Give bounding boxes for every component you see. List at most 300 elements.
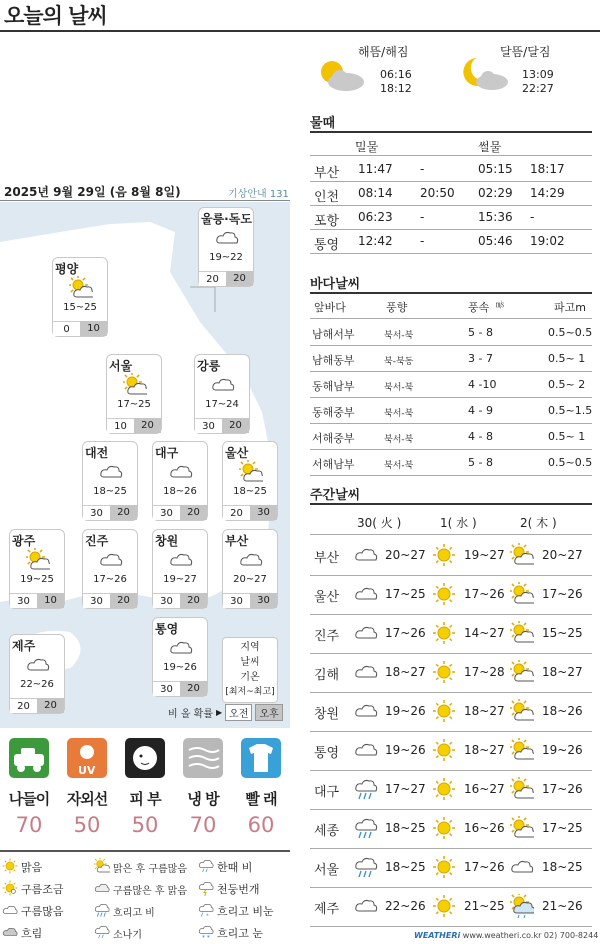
rain-am: 30: [195, 418, 222, 433]
weekly-temp: 17~25: [542, 821, 583, 835]
legend-item: [2, 880, 94, 899]
legend-row: [2, 878, 292, 900]
city-name: 광주: [12, 534, 36, 548]
city-name: 창원: [155, 534, 179, 548]
partly-cloudy-icon: [510, 816, 534, 844]
sunny-icon: [432, 660, 456, 688]
weekly-temp: 17~26: [464, 587, 505, 601]
sunny-icon: [432, 894, 456, 922]
partly-cloudy-icon: [510, 699, 534, 727]
weekly-city: 부산: [314, 551, 340, 566]
cloudy-icon: [99, 548, 123, 576]
shower-icon: [198, 858, 214, 877]
tide-time: 12:42: [358, 234, 393, 248]
rain-pm: 20: [110, 593, 137, 608]
moon-cloud-icon: [460, 54, 510, 98]
life-indices: [0, 738, 290, 837]
cloudy-icon: [354, 660, 378, 688]
rain-am: 20: [10, 698, 37, 713]
weekly-temp: 19~26: [542, 743, 583, 757]
weekly-temp: 16~26: [464, 821, 505, 835]
city-card: [198, 207, 254, 287]
partly-cloudy-icon: [26, 548, 50, 576]
index-label: 자외선: [66, 790, 108, 808]
weekly-temp: 21~26: [542, 899, 583, 913]
rain-probability-legend: [168, 704, 283, 721]
weekly-row-rule: [310, 653, 592, 654]
rain-pm: 20: [110, 505, 137, 520]
weekly-temp: 20~27: [542, 548, 583, 562]
sea-area: 동해중부: [312, 406, 355, 419]
cloudy-icon: [211, 373, 235, 401]
tide-row-rule: [310, 253, 592, 254]
legend-range: [최저~최고]: [225, 687, 275, 697]
weekly-city: 울산: [314, 590, 340, 605]
life-index: [174, 738, 232, 837]
city-name: 강릉: [197, 359, 221, 373]
index-value: 60: [247, 813, 275, 837]
tide-city: 인천: [314, 190, 340, 205]
legend-row: [2, 900, 292, 922]
weekly-temp: 15~25: [542, 626, 583, 640]
sunny-icon: [432, 816, 456, 844]
city-name: 부산: [225, 534, 249, 548]
weekly-temp: 14~27: [464, 626, 505, 640]
index-label: 피 부: [129, 790, 161, 808]
partly-cloudy-icon: [239, 460, 263, 488]
legend-text: 한때 비: [217, 861, 253, 874]
legend-item: [2, 858, 94, 877]
sea-wind-dir: 북서-북: [384, 461, 414, 471]
city-rain-prob: [223, 593, 277, 608]
rain-am: 30: [10, 593, 37, 608]
sun-cloud-icon: [316, 56, 366, 98]
legend-text: 흐리고 비: [113, 907, 155, 919]
cloudy-icon: [239, 548, 263, 576]
sea-area: 서해중부: [312, 432, 355, 445]
cloudy-icon: [169, 548, 193, 576]
weekly-city: 대구: [314, 785, 340, 800]
wind-icon: [183, 738, 223, 778]
weekly-temp: 17~27: [385, 782, 426, 796]
weekly-city: 김해: [314, 668, 340, 683]
rain-pm: 10: [37, 593, 64, 608]
sea-wind-speed: 4 - 9: [468, 404, 493, 417]
weekly-temp: 19~27: [464, 548, 505, 562]
index-value: 70: [15, 813, 43, 837]
sea-wind-dir: 북-북동: [384, 357, 414, 367]
sea-wind-speed: 3 - 7: [468, 352, 493, 365]
weekly-day-2: 1( 水 ): [440, 516, 477, 530]
weather-icon-legend: [2, 856, 292, 944]
cloudy-icon: [2, 902, 18, 921]
weekly-title: 주간날씨: [310, 488, 361, 503]
svg-text:* *: * *: [202, 933, 210, 940]
map-legend-box: [222, 637, 278, 703]
legend-item: [94, 902, 198, 921]
weekly-row-rule: [310, 848, 592, 849]
weekly-row-rule: [310, 926, 592, 927]
city-temp: 17~26: [93, 574, 127, 585]
sea-header-wave: 파고m: [554, 301, 586, 314]
thunder-icon: [198, 880, 214, 899]
tide-time: 08:14: [358, 186, 393, 200]
sea-wind-dir: 북서-북: [384, 331, 414, 341]
svg-text:*: *: [206, 912, 209, 918]
rain-icon: [354, 855, 378, 883]
sea-row-rule: [310, 397, 592, 398]
cloudy-icon: [215, 226, 239, 254]
index-label: 냉 방: [187, 790, 219, 808]
uv-icon: [67, 738, 107, 778]
rain-prob-pm: 오후: [255, 704, 282, 721]
sea-header-wind-speed: 풍속: [468, 301, 490, 314]
city-rain-prob: [153, 681, 207, 696]
partly-cloudy-rain-icon: [510, 894, 534, 922]
tide-time: 02:29: [478, 186, 513, 200]
legend-region: 지역: [240, 642, 260, 653]
weekly-temp: 18~27: [385, 665, 426, 679]
weekly-day-1: 30( 火 ): [357, 516, 402, 530]
tide-time: -: [420, 234, 425, 248]
rain-am: 0: [53, 321, 80, 336]
legend-item: [94, 880, 198, 899]
rain-pm: 30: [250, 505, 277, 520]
sea-wind-speed: 5 - 8: [468, 326, 493, 339]
weekly-row-rule: [310, 770, 592, 771]
legend-item: [2, 924, 94, 943]
date-divider: [0, 200, 290, 201]
rain-prob-label: 비 올 확률: [168, 709, 213, 720]
footer-contact: www.weatheri.co.kr 02) 700-8244: [462, 931, 599, 940]
legend-temp: 기온: [240, 672, 260, 683]
city-name: 대구: [155, 446, 179, 460]
sea-area: 동해남부: [312, 380, 355, 393]
tide-time: 05:15: [478, 162, 513, 176]
partly-cloudy-icon: [510, 543, 534, 571]
city-rain-prob: [10, 698, 64, 713]
partly-cloudy-icon: [94, 858, 110, 877]
tide-time: 05:46: [478, 234, 513, 248]
city-name: 대전: [85, 446, 109, 460]
city-name: 서울: [109, 359, 133, 373]
sunrise-time: 06:16: [380, 68, 412, 81]
legend-text: 천둥번개: [217, 883, 260, 896]
sea-area: 서해남부: [312, 458, 355, 471]
city-temp: 20~27: [233, 574, 267, 585]
sea-wave: 0.5~0.5: [548, 326, 593, 339]
weekly-temp: 17~26: [464, 860, 505, 874]
sea-wind-speed: 5 - 8: [468, 456, 493, 469]
sea-wind-speed: 4 -10: [468, 378, 497, 391]
sunny-icon: [432, 621, 456, 649]
weekly-temp: 17~26: [542, 782, 583, 796]
laundry-icon: [241, 738, 281, 778]
rain-pm: 20: [180, 593, 207, 608]
legend-item: [2, 902, 94, 921]
city-temp: 17~25: [117, 399, 151, 410]
rain-pm: 20: [180, 681, 207, 696]
city-rain-prob: [195, 418, 249, 433]
weekly-temp: 19~26: [385, 704, 426, 718]
weekly-temp: 17~25: [385, 587, 426, 601]
weekly-temp: 18~27: [464, 704, 505, 718]
rain-am: 30: [153, 593, 180, 608]
sunny-icon: [432, 738, 456, 766]
city-card: [82, 441, 138, 521]
moonset-time: 22:27: [522, 82, 554, 95]
weekly-temp: 18~27: [542, 665, 583, 679]
weekly-temp: 18~25: [542, 860, 583, 874]
cloudy-icon: [169, 636, 193, 664]
tide-city: 포항: [314, 214, 340, 229]
city-temp: 19~27: [163, 574, 197, 585]
weekly-city: 제주: [314, 902, 340, 917]
partly-cloudy-icon: [510, 660, 534, 688]
tide-time: 14:29: [530, 186, 565, 200]
sea-wind-dir: 북서-북: [384, 383, 414, 393]
sea-header-area: 앞바다: [314, 301, 346, 314]
partly-cloudy-icon: [510, 582, 534, 610]
page-title: 오늘의 날씨: [4, 4, 107, 28]
city-temp: 17~24: [205, 399, 239, 410]
cloudy-icon: [354, 738, 378, 766]
weekly-temp: 20~27: [385, 548, 426, 562]
rain-am: 10: [107, 418, 134, 433]
city-card: [222, 441, 278, 521]
sea-wave: 0.5~1.5: [548, 404, 593, 417]
legend-item: [198, 880, 288, 899]
weekly-rule: [310, 503, 592, 505]
weekly-temp: 18~25: [385, 860, 426, 874]
rain-am: 20: [199, 271, 226, 286]
weekly-temp: 17~26: [542, 587, 583, 601]
city-rain-prob: [107, 418, 161, 433]
rain-icon: [354, 777, 378, 805]
tide-rule: [310, 131, 592, 133]
city-temp: 19~26: [163, 662, 197, 673]
partly-cloudy-icon: [510, 777, 534, 805]
sea-wind-dir: 북서-북: [384, 435, 414, 445]
partly-cloudy-icon: [510, 738, 534, 766]
tide-city: 부산: [314, 166, 340, 181]
sun-label: 해뜸/해짐: [358, 45, 409, 59]
rain-snow-icon: [198, 902, 214, 921]
legend-text: 흐리고 눈: [217, 927, 264, 940]
kma-info: 기상안내 131: [228, 189, 289, 200]
sea-header-unit: ㎧: [496, 300, 504, 309]
svg-text:UV: UV: [78, 764, 96, 777]
city-rain-prob: [10, 593, 64, 608]
city-card: [52, 257, 108, 337]
cloudy-icon: [169, 460, 193, 488]
overcast-icon: [2, 924, 18, 943]
rain-pm: 20: [37, 698, 64, 713]
city-card: [82, 529, 138, 609]
legend-row: [2, 856, 292, 878]
weekly-row-rule: [310, 809, 592, 810]
cloudy-icon: [99, 460, 123, 488]
sea-row-rule: [310, 423, 592, 424]
sea-rule: [310, 292, 592, 294]
index-value: 70: [189, 813, 217, 837]
sea-wind-dir: 북서-북: [384, 409, 414, 419]
city-name: 울릉·독도: [201, 212, 252, 226]
rain-prob-am: 오전: [225, 704, 252, 721]
life-index: [232, 738, 290, 837]
weekly-temp: 22~26: [385, 899, 426, 913]
legend-text: 맑음: [21, 861, 43, 874]
weekly-city: 서울: [314, 863, 340, 878]
weekly-temp: 17~26: [385, 626, 426, 640]
city-name: 울산: [225, 446, 249, 460]
cloudy-icon: [354, 894, 378, 922]
rain-am: 20: [223, 505, 250, 520]
city-name: 진주: [85, 534, 109, 548]
tide-time: 15:36: [478, 210, 513, 224]
cloudy-icon: [26, 653, 50, 681]
sea-row-rule: [310, 475, 592, 476]
city-card: [152, 529, 208, 609]
city-temp: 18~26: [163, 486, 197, 497]
weekly-city: 세종: [314, 824, 340, 839]
tide-time: -: [420, 210, 425, 224]
rain-am: 30: [83, 505, 110, 520]
tide-time: 18:17: [530, 162, 565, 176]
sea-title: 바다날씨: [310, 277, 361, 292]
index-value: 50: [131, 813, 159, 837]
sea-row-rule: [310, 345, 592, 346]
rain-am: 30: [223, 593, 250, 608]
legend-text: 구름많은 후 맑음: [113, 885, 187, 897]
rain-pm: 20: [180, 505, 207, 520]
legend-item: [94, 924, 198, 943]
weekly-city: 통영: [314, 746, 340, 761]
sunny-icon: [432, 543, 456, 571]
city-rain-prob: [83, 505, 137, 520]
sea-header-wind-dir: 풍향: [386, 301, 408, 314]
city-rain-prob: [53, 321, 107, 336]
tide-row-rule: [310, 229, 592, 230]
sunny-icon: [432, 582, 456, 610]
city-card: [152, 617, 208, 697]
sea-row-rule: [310, 449, 592, 450]
city-card: [9, 634, 65, 714]
city-rain-prob: [153, 593, 207, 608]
city-temp: 19~22: [209, 252, 243, 263]
city-name: 평양: [55, 262, 79, 276]
tide-time: -: [420, 162, 425, 176]
cloudy-icon: [354, 699, 378, 727]
face-icon: [125, 738, 165, 778]
tide-low-header: 썰물: [478, 140, 502, 154]
rain-pm: 20: [222, 418, 249, 433]
rain-pm: 30: [250, 593, 277, 608]
city-rain-prob: [199, 271, 253, 286]
rain-am: 30: [153, 681, 180, 696]
legend-item: [198, 902, 288, 921]
legend-item: [94, 858, 198, 877]
weekly-row-rule: [310, 575, 592, 576]
rain-pm: 20: [226, 271, 253, 286]
legend-weather: 날씨: [240, 657, 260, 668]
cloudy-icon: [510, 855, 534, 883]
tide-row-rule: [310, 205, 592, 206]
city-rain-prob: [223, 505, 277, 520]
weekly-temp: 18~27: [464, 743, 505, 757]
tide-time: 11:47: [358, 162, 393, 176]
weekly-temp: 21~25: [464, 899, 505, 913]
sea-area: 남해동부: [312, 354, 355, 367]
cloudy-icon: [354, 543, 378, 571]
rain-icon: [94, 902, 110, 921]
index-label: 나들이: [8, 790, 50, 808]
sea-area: 남해서부: [312, 328, 355, 341]
city-card: [106, 354, 162, 434]
title-divider: [0, 30, 600, 32]
sunny-icon: [432, 855, 456, 883]
rain-pm: 20: [134, 418, 161, 433]
sea-wave: 0.5~ 1: [548, 352, 586, 365]
sunny-icon: [432, 699, 456, 727]
city-name: 통영: [155, 622, 179, 636]
legend-text: 흐림: [21, 927, 43, 940]
legend-text: 흐리고 비눈: [217, 905, 274, 918]
date-line: 2025년 9월 29일 (음 8월 8일): [4, 185, 181, 199]
sea-wave: 0.5~0.5: [548, 456, 593, 469]
index-value: 50: [73, 813, 101, 837]
footer: [414, 931, 598, 940]
city-rain-prob: [153, 505, 207, 520]
sea-header-rule: [310, 318, 592, 319]
sea-row-rule: [310, 371, 592, 372]
rain-am: 30: [153, 505, 180, 520]
mostly-cloudy-icon: [94, 880, 110, 899]
moonrise-time: 13:09: [522, 68, 554, 81]
legend-text: 소나기: [113, 929, 142, 941]
city-temp: 18~25: [93, 486, 127, 497]
weekly-row-rule: [310, 731, 592, 732]
sunset-time: 18:12: [380, 82, 412, 95]
weekly-temp: 16~27: [464, 782, 505, 796]
tide-high-header: 밀물: [355, 140, 379, 154]
rain-icon: [354, 816, 378, 844]
sea-wave: 0.5~ 1: [548, 430, 586, 443]
weekly-city: 진주: [314, 629, 340, 644]
city-temp: 22~26: [20, 679, 54, 690]
sun-few-icon: [2, 880, 18, 899]
legend-item: [198, 858, 288, 877]
city-card: [152, 441, 208, 521]
triangle-icon: ▶: [216, 708, 223, 717]
cloudy-icon: [354, 621, 378, 649]
partly-cloudy-icon: [510, 621, 534, 649]
weekly-header-rule: [310, 534, 592, 535]
partly-cloudy-icon: [69, 276, 93, 304]
legend-text: 구름조금: [21, 883, 64, 896]
tide-header-rule: [310, 155, 592, 156]
weekly-temp: 19~26: [385, 743, 426, 757]
footer-brand: WEATHERi: [414, 931, 461, 940]
weekly-row-rule: [310, 614, 592, 615]
life-index: [0, 738, 58, 837]
sea-wind-speed: 4 - 8: [468, 430, 493, 443]
weekly-day-3: 2( 木 ): [520, 516, 557, 530]
rain-am: 30: [83, 593, 110, 608]
car-icon: [9, 738, 49, 778]
city-temp: 18~25: [233, 486, 267, 497]
weekly-city: 창원: [314, 707, 340, 722]
